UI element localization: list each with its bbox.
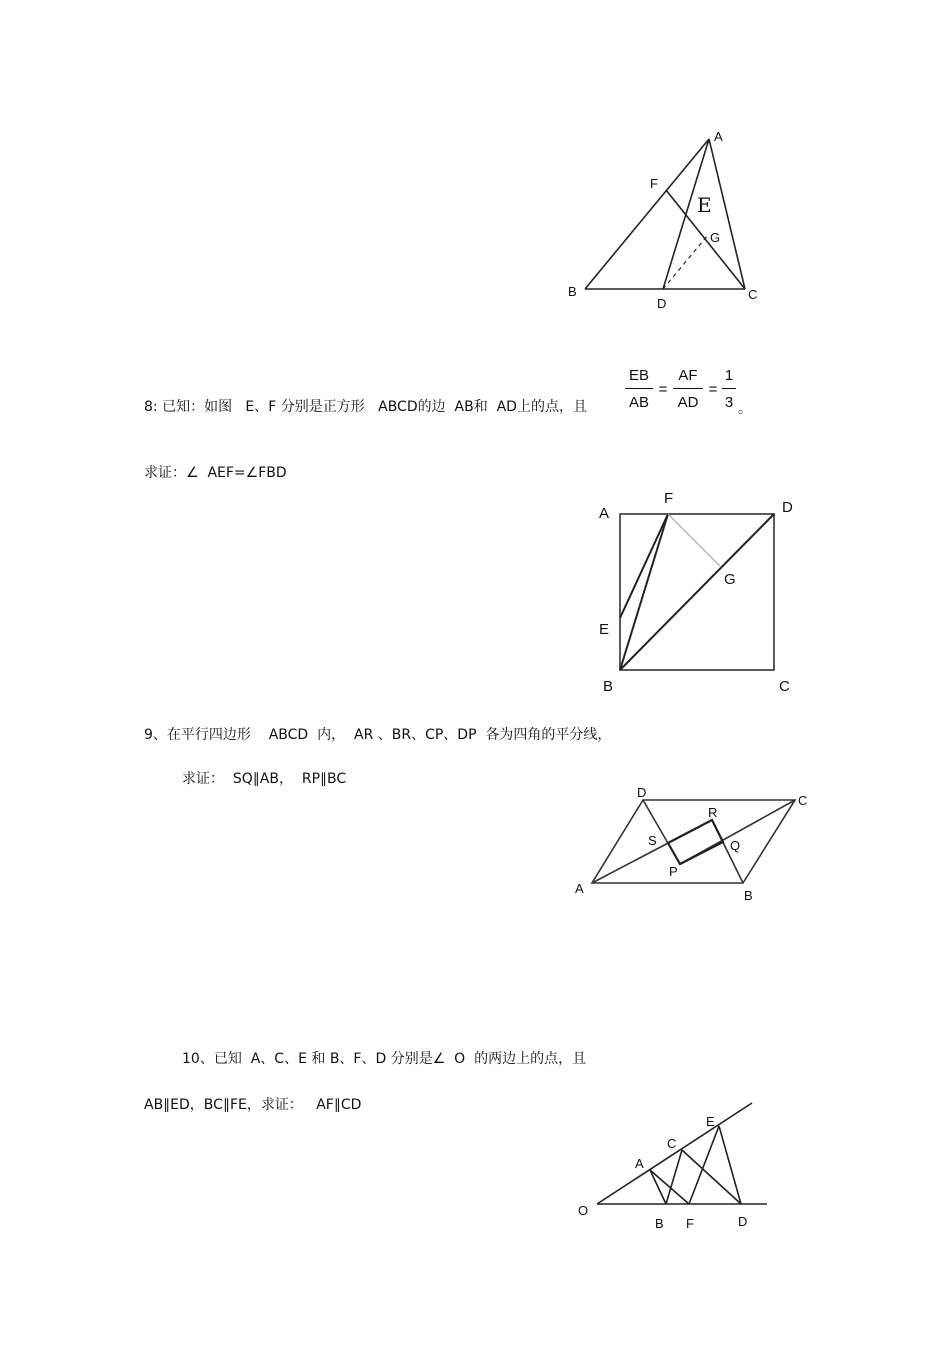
ray-upper xyxy=(597,1103,752,1204)
frac3-denominator: 3 xyxy=(724,394,734,411)
label-F: F xyxy=(664,490,674,507)
frac2-numerator: AF xyxy=(678,367,698,384)
label-D: D xyxy=(657,296,667,311)
frac3-numerator: 1 xyxy=(724,367,734,384)
equals-sign-1: = xyxy=(658,381,668,398)
label-E: E xyxy=(697,193,712,217)
label-B: B xyxy=(655,1216,664,1231)
frac2-denominator: AD xyxy=(677,394,699,411)
label-E: E xyxy=(599,621,610,638)
segment-AB xyxy=(650,1170,666,1204)
label-B: B xyxy=(603,678,614,695)
label-C: C xyxy=(667,1136,677,1151)
segment-AF xyxy=(650,1170,689,1204)
label-C: C xyxy=(748,287,758,302)
frac1-denominator: AB xyxy=(628,394,649,411)
label-S: S xyxy=(648,833,657,848)
problem9-prove: 求证： SQ∥AB， RP∥BC xyxy=(182,771,347,787)
label-O: O xyxy=(578,1203,589,1218)
segment-CD xyxy=(682,1150,741,1204)
label-A: A xyxy=(635,1156,644,1171)
problem8-period: 。 xyxy=(738,401,752,417)
label-A: A xyxy=(575,881,584,896)
label-Q: Q xyxy=(730,838,741,853)
label-D: D xyxy=(782,499,793,516)
label-C: C xyxy=(779,678,790,695)
label-E: E xyxy=(706,1114,715,1129)
label-B: B xyxy=(744,888,753,903)
segment-FE xyxy=(689,1126,719,1204)
problem10-statement: 10、已知 A、C、E 和 B、F、D 分别是∠ O 的两边上的点，且 xyxy=(182,1051,587,1067)
label-F: F xyxy=(650,176,658,191)
label-C: C xyxy=(798,793,808,808)
equals-sign-2: = xyxy=(708,381,718,398)
problem8-statement: 8: 已知：如图 E、F 分别是正方形 ABCD的边 AB和 AD上的点，且 xyxy=(144,399,587,415)
segment-ED xyxy=(719,1126,741,1204)
frac1-numerator: EB xyxy=(628,367,649,384)
label-A: A xyxy=(599,505,610,522)
label-B: B xyxy=(568,284,577,299)
label-G: G xyxy=(724,571,736,588)
label-D: D xyxy=(637,785,647,800)
label-A: A xyxy=(714,129,723,144)
label-G: G xyxy=(710,230,721,245)
problem10-given: AB∥ED，BC∥FE，求证： AF∥CD xyxy=(144,1097,362,1113)
problem8-prove: 求证：∠ AEF=∠FBD xyxy=(144,465,287,481)
label-R: R xyxy=(708,805,718,820)
label-D: D xyxy=(738,1214,748,1229)
label-P: P xyxy=(669,864,678,879)
label-F: F xyxy=(686,1216,694,1231)
problem9-statement: 9、在平行四边形 ABCD 内， AR 、BR、CP、DP 各为四角的平分线， xyxy=(144,727,612,743)
